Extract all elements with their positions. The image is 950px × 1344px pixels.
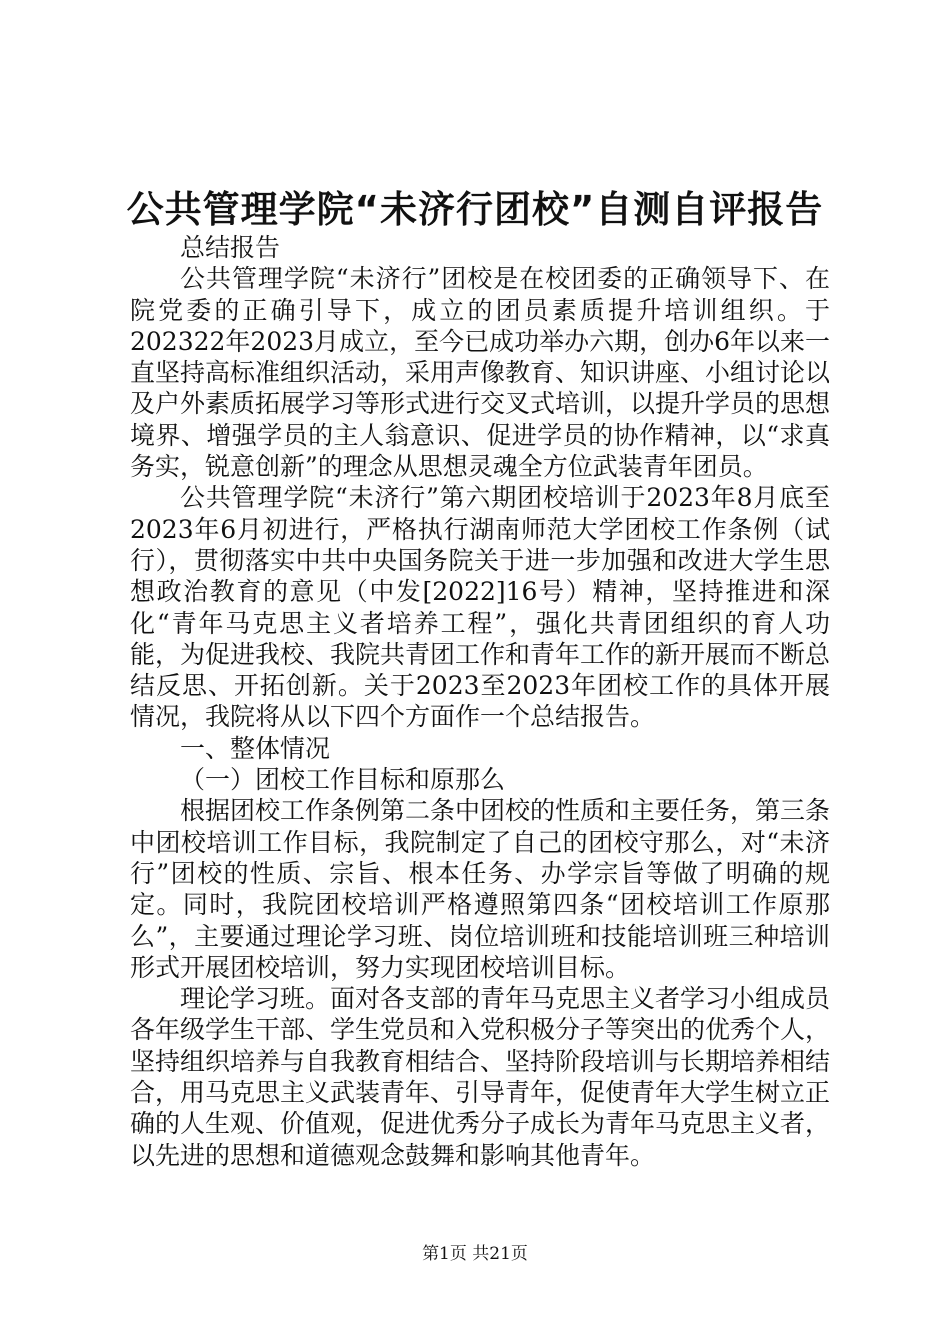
paragraph-goals: 根据团校工作条例第二条中团校的性质和主要任务，第三条中团校培训工作目标，我院制定了自己的团校守那么，对“未济行”团校的性质、宗旨、根本任务、办学宗旨等做了明确的规定。同时，我院团校培训严格遵照第四条“团校培训工作原那么”，主要通过理论学习班、岗位培训班和技能培训班三种培训形式开展团校培训，努力实现团校培训目标。 [130,796,831,982]
paragraph-sixth-session: 公共管理学院“未济行”第六期团校培训于2023年8月底至2023年6月初进行，严格执行湖南师范大学团校工作条例（试行），贯彻落实中共中央国务院关于进一步加强和改进大学生思想政治教育的意见（中发[2022]16号）精神，坚持推进和深化“青年马克思主义者培养工程”，强化共青团组织的育人功能，为促进我校、我院共青团工作和青年工作的新开展而不断总结反思、开拓创新。关于2023至2023年团校工作的具体开展情况，我院将从以下四个方面作一个总结报告。 [130,483,831,732]
document-title: 公共管理学院“未济行团校”自测自评报告 [126,188,824,231]
paragraph-heading-summary: 总结报告 [180,233,281,262]
paragraph-intro: 公共管理学院“未济行”团校是在校团委的正确领导下、在院党委的正确引导下，成立的团员素质提升培训组织。于202322年2023月成立，至今已成功举办六期，创办6年以来一直坚持高标准组织活动，采用声像教育、知识讲座、小组讨论以及户外素质拓展学习等形式进行交叉式培训，以提升学员的思想境界、增强学员的主人翁意识、促进学员的协作精神，以“求真务实，锐意创新”的理念从思想灵魂全方位武装青年团员。 [130,264,831,482]
paragraph-theory-class: 理论学习班。面对各支部的青年马克思主义者学习小组成员各年级学生干部、学生党员和入党积极分子等突出的优秀个人，坚持组织培养与自我教育相结合、坚持阶段培训与长期培养相结合，用马克思主义武装青年、引导青年，促使青年大学生树立正确的人生观、价值观，促进优秀分子成长为青年马克思主义者，以先进的思想和道德观念鼓舞和影响其他青年。 [130,984,831,1170]
section-heading-overall: 一、整体情况 [180,733,331,763]
subsection-heading-goals: （一）团校工作目标和原那么 [180,765,506,795]
page-footer: 第1页 共21页 [422,1244,528,1264]
document-body [130,232,830,1171]
